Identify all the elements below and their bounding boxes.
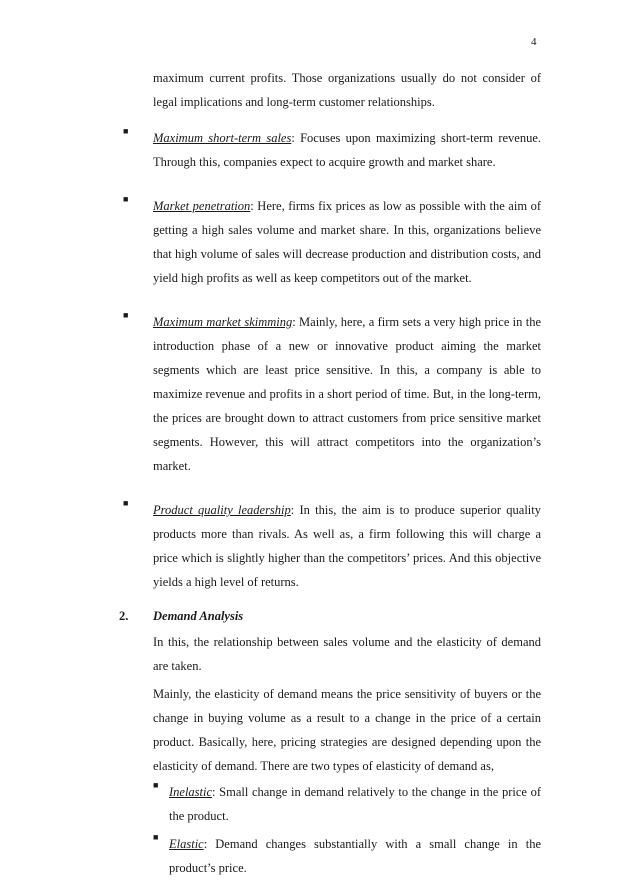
- page-number: 4: [531, 36, 537, 48]
- bullet-square-icon: ■: [123, 310, 129, 320]
- bullet-market-skimming: [119, 310, 541, 478]
- page-content: [119, 66, 541, 880]
- intro-paragraph: maximum current profits. Those organizations usually do not consider of legal implications and long-term customer relationships.: [153, 71, 541, 109]
- sub-bullet-elastic: [119, 832, 541, 880]
- bullet-term: Maximum short-term sales: [153, 131, 292, 145]
- bullet-term: Maximum market skimming: [153, 315, 293, 329]
- bullet-term: Elastic: [169, 837, 204, 851]
- section-paragraph-2: Mainly, the elasticity of demand means the price sensitivity of buyers or the change in buying volume as a result to a change in the price of a certain product. Basically, here, pricing strategies are designed depending upon the elasticity of demand. There are two types of elasticity of demand as,: [153, 687, 541, 773]
- bullet-text: : Demand changes substantially with a small change in the product’s price.: [169, 837, 541, 875]
- bullet-text: : Mainly, here, a firm sets a very high price in the introduction phase of a new or innovative product aiming the market segments which are least price sensitive. In this, a company is able to maximize revenue and profits in a short period of time. But, in the long-term, the prices are brought down to attract customers from price sensitive market segments. However, this will attract competitors into the organization’s market.: [153, 315, 541, 473]
- bullet-term: Market penetration: [153, 199, 251, 213]
- section-title: Demand Analysis: [153, 609, 244, 623]
- bullet-short-term-sales: [119, 126, 541, 174]
- bullet-term: Inelastic: [169, 785, 213, 799]
- bullet-market-penetration: [119, 194, 541, 290]
- bullet-square-icon: ■: [123, 498, 129, 508]
- section-heading: [119, 604, 541, 628]
- bullet-square-icon: ■: [123, 194, 129, 204]
- bullet-text: : Small change in demand relatively to the change in the price of the product.: [169, 785, 541, 823]
- bullet-quality-leadership: [119, 498, 541, 594]
- bullet-square-icon: ■: [153, 832, 159, 842]
- bullet-square-icon: ■: [153, 780, 159, 790]
- bullet-text: : Focuses upon maximizing short-term revenue. Through this, companies expect to acquire growth and market share.: [153, 131, 541, 169]
- bullet-text: : In this, the aim is to produce superior quality products more than rivals. As well as, a firm following this will charge a price which is slightly higher than the competitors’ prices. And this objective yields a high level of returns.: [153, 503, 541, 589]
- section-number: 2.: [119, 609, 129, 623]
- section-paragraph-1: In this, the relationship between sales volume and the elasticity of demand are taken.: [153, 635, 541, 673]
- bullet-text: : Here, firms fix prices as low as possible with the aim of getting a high sales volume and market share. In this, organizations believe that high volume of sales will decrease production and distribution costs, and yield high profits as well as keep competitors out of the market.: [153, 199, 541, 285]
- bullet-square-icon: ■: [123, 126, 129, 136]
- sub-bullet-inelastic: [119, 780, 541, 828]
- bullet-term: Product quality leadership: [153, 503, 291, 517]
